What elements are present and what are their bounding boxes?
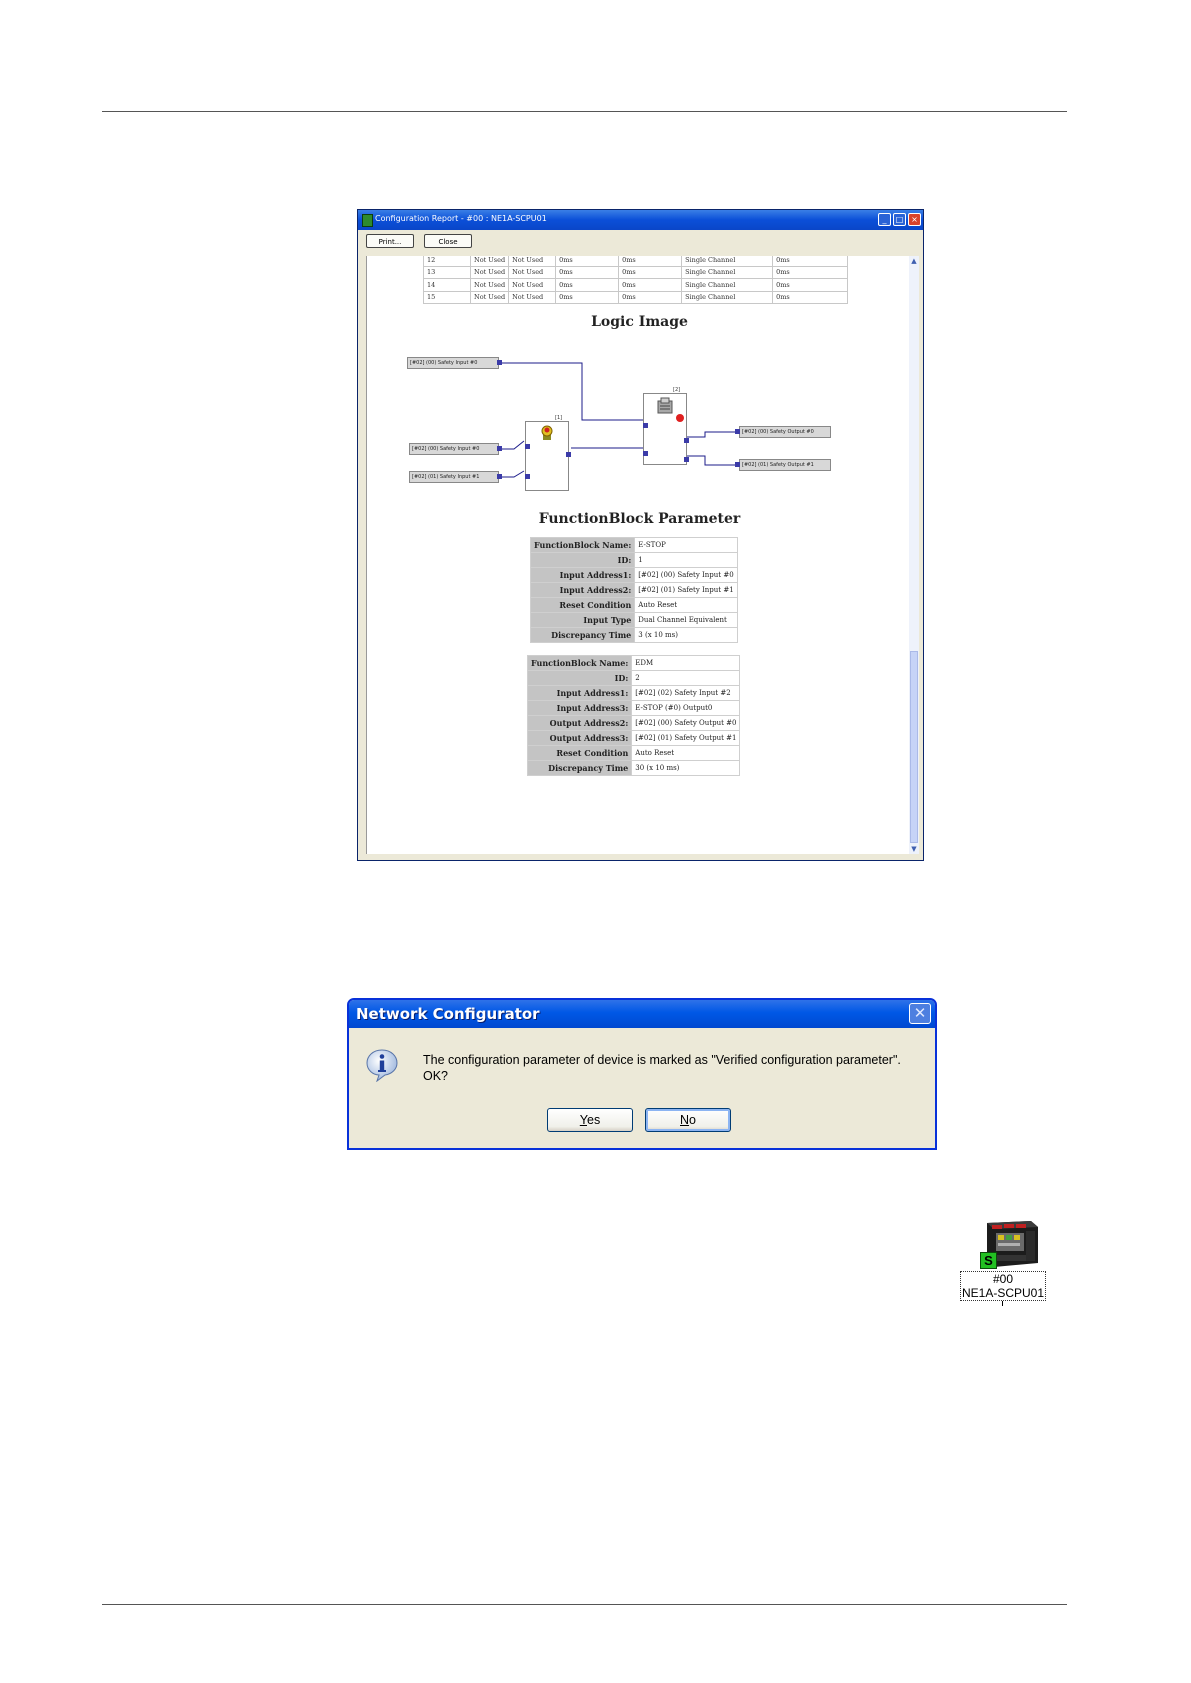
- param-value: Auto Reset: [632, 746, 740, 761]
- param-value: 30 (x 10 ms): [632, 761, 740, 776]
- report-content[interactable]: [366, 256, 912, 854]
- param-key: Input Address3:: [528, 701, 632, 716]
- param-value: 2: [632, 671, 740, 686]
- io-cell: 0ms: [619, 279, 682, 292]
- estop-icon: [538, 425, 556, 441]
- param-key: ID:: [531, 553, 635, 568]
- io-cell: 13: [424, 266, 471, 279]
- dialog-title-bar[interactable]: [349, 1000, 935, 1028]
- output-tag-1: [#02] (01) Safety Output #1: [739, 459, 831, 471]
- estop-fb-number: [1]: [555, 415, 563, 421]
- io-cell: Not Used: [509, 279, 556, 292]
- dialog-message-line-2: OK?: [423, 1069, 449, 1083]
- pin: [566, 452, 571, 457]
- param-value: E-STOP (#0) Output0: [632, 701, 740, 716]
- param-key: FunctionBlock Name:: [528, 656, 632, 671]
- close-button[interactable]: Close: [424, 234, 472, 248]
- param-row: [528, 746, 740, 761]
- param-key: FunctionBlock Name:: [531, 538, 635, 553]
- io-cell: 14: [424, 279, 471, 292]
- logic-image-title: Logic Image: [591, 314, 688, 330]
- param-row: [528, 671, 740, 686]
- pin: [497, 446, 502, 451]
- param-value: [#02] (02) Safety Input #2: [632, 686, 740, 701]
- device-connector: [1002, 1301, 1003, 1306]
- edm-icon: [656, 397, 676, 415]
- pin: [643, 451, 648, 456]
- vertical-scrollbar[interactable]: [909, 256, 919, 854]
- dialog-message-line-1: The configuration parameter of device is marked as "Verified configuration parameter".: [423, 1053, 901, 1067]
- param-key: Output Address2:: [528, 716, 632, 731]
- param-value: Auto Reset: [635, 598, 737, 613]
- pin: [735, 462, 740, 467]
- param-row: [531, 583, 738, 598]
- input-tag-top: [#02] (00) Safety Input #0: [407, 357, 499, 369]
- param-key: Input Address1:: [528, 686, 632, 701]
- param-key: Reset Condition: [528, 746, 632, 761]
- header-rule: [102, 111, 1067, 112]
- info-icon: [365, 1048, 399, 1082]
- param-row: [531, 568, 738, 583]
- device-label[interactable]: [960, 1271, 1046, 1301]
- io-table: [423, 256, 848, 304]
- close-icon[interactable]: ×: [908, 213, 921, 226]
- io-cell: 0ms: [556, 291, 619, 304]
- param-key: Discrepancy Time: [531, 628, 635, 643]
- yes-label-rest: es: [587, 1113, 601, 1127]
- edm-fb-number: [2]: [673, 387, 681, 393]
- param-value: EDM: [632, 656, 740, 671]
- no-label-rest: o: [689, 1113, 696, 1127]
- param-key: Input Type: [531, 613, 635, 628]
- report-title: Configuration Report - #00 : NE1A-SCPU01: [375, 214, 547, 223]
- io-cell: Single Channel: [682, 256, 773, 266]
- no-button[interactable]: [645, 1108, 731, 1132]
- pin: [684, 438, 689, 443]
- io-cell: Single Channel: [682, 266, 773, 279]
- output-tag-0: [#02] (00) Safety Output #0: [739, 426, 831, 438]
- io-row: [424, 291, 848, 304]
- io-cell: Not Used: [471, 279, 509, 292]
- param-row: [531, 628, 738, 643]
- app-icon: [362, 214, 373, 227]
- pin: [735, 429, 740, 434]
- input-tag-0: [#02] (00) Safety Input #0: [409, 443, 499, 455]
- scroll-up-icon[interactable]: ▲: [911, 257, 917, 265]
- maximize-icon[interactable]: □: [893, 213, 906, 226]
- edm-parameter-table: [527, 655, 740, 776]
- param-value: [#02] (00) Safety Input #0: [635, 568, 737, 583]
- no-mnemonic: N: [680, 1113, 690, 1127]
- param-value: [#02] (00) Safety Output #0: [632, 716, 740, 731]
- param-value: 1: [635, 553, 737, 568]
- param-value: [#02] (01) Safety Output #1: [632, 731, 740, 746]
- io-cell: 15: [424, 291, 471, 304]
- io-cell: Not Used: [471, 266, 509, 279]
- io-row: [424, 256, 848, 266]
- io-cell: 0ms: [556, 279, 619, 292]
- estop-parameter-table: [530, 537, 738, 643]
- param-row: [528, 701, 740, 716]
- param-value: [#02] (01) Safety Input #1: [635, 583, 737, 598]
- io-cell: 0ms: [556, 256, 619, 266]
- param-key: Output Address3:: [528, 731, 632, 746]
- io-cell: Not Used: [509, 291, 556, 304]
- param-row: [531, 538, 738, 553]
- device-node-address: #00: [992, 1272, 1014, 1286]
- io-row: [424, 266, 848, 279]
- param-key: Input Address2:: [531, 583, 635, 598]
- fault-indicator-icon: [676, 414, 684, 422]
- report-title-bar[interactable]: [358, 210, 923, 230]
- param-value: E-STOP: [635, 538, 737, 553]
- param-row: [531, 613, 738, 628]
- param-key: Discrepancy Time: [528, 761, 632, 776]
- pin: [497, 474, 502, 479]
- dialog-message: [423, 1052, 933, 1084]
- device-model: NE1A-SCPU01: [961, 1286, 1045, 1300]
- param-row: [528, 731, 740, 746]
- param-row: [528, 686, 740, 701]
- scroll-thumb[interactable]: [910, 651, 918, 843]
- edm-function-block[interactable]: [643, 393, 687, 465]
- network-configurator-dialog: [347, 998, 937, 1150]
- param-key: ID:: [528, 671, 632, 686]
- param-row: [528, 656, 740, 671]
- report-toolbar: [358, 230, 923, 252]
- io-cell: 0ms: [556, 266, 619, 279]
- io-row: [424, 279, 848, 292]
- param-key: Input Address1:: [531, 568, 635, 583]
- pin: [684, 457, 689, 462]
- param-value: Dual Channel Equivalent: [635, 613, 737, 628]
- io-cell: Not Used: [509, 266, 556, 279]
- io-cell: Single Channel: [682, 279, 773, 292]
- io-cell: 12: [424, 256, 471, 266]
- param-row: [531, 553, 738, 568]
- estop-function-block[interactable]: [525, 421, 569, 491]
- safety-badge-icon: S: [980, 1252, 997, 1269]
- param-row: [528, 716, 740, 731]
- dialog-close-icon[interactable]: ✕: [909, 1003, 931, 1024]
- io-cell: 0ms: [773, 279, 848, 292]
- scroll-down-icon[interactable]: ▼: [911, 845, 917, 853]
- pin: [643, 423, 648, 428]
- io-cell: 0ms: [619, 266, 682, 279]
- pin: [525, 444, 530, 449]
- param-value: 3 (x 10 ms): [635, 628, 737, 643]
- io-cell: 0ms: [773, 266, 848, 279]
- yes-button[interactable]: [547, 1108, 633, 1132]
- footer-rule: [102, 1604, 1067, 1605]
- io-cell: Not Used: [471, 256, 509, 266]
- configuration-report-window: [357, 209, 924, 861]
- io-cell: 0ms: [619, 256, 682, 266]
- param-key: Reset Condition: [531, 598, 635, 613]
- param-row: [531, 598, 738, 613]
- print-button[interactable]: Print...: [366, 234, 414, 248]
- io-cell: Single Channel: [682, 291, 773, 304]
- dialog-title: Network Configurator: [356, 1005, 540, 1023]
- minimize-icon[interactable]: _: [878, 213, 891, 226]
- input-tag-1: [#02] (01) Safety Input #1: [409, 471, 499, 483]
- fb-parameter-title: FunctionBlock Parameter: [538, 511, 741, 527]
- io-cell: 0ms: [773, 291, 848, 304]
- param-row: [528, 761, 740, 776]
- io-cell: 0ms: [773, 256, 848, 266]
- controller-icon: [958, 1213, 1050, 1273]
- io-cell: 0ms: [619, 291, 682, 304]
- pin: [497, 360, 502, 365]
- io-cell: Not Used: [509, 256, 556, 266]
- io-cell: Not Used: [471, 291, 509, 304]
- yes-mnemonic: Y: [579, 1113, 587, 1127]
- pin: [525, 474, 530, 479]
